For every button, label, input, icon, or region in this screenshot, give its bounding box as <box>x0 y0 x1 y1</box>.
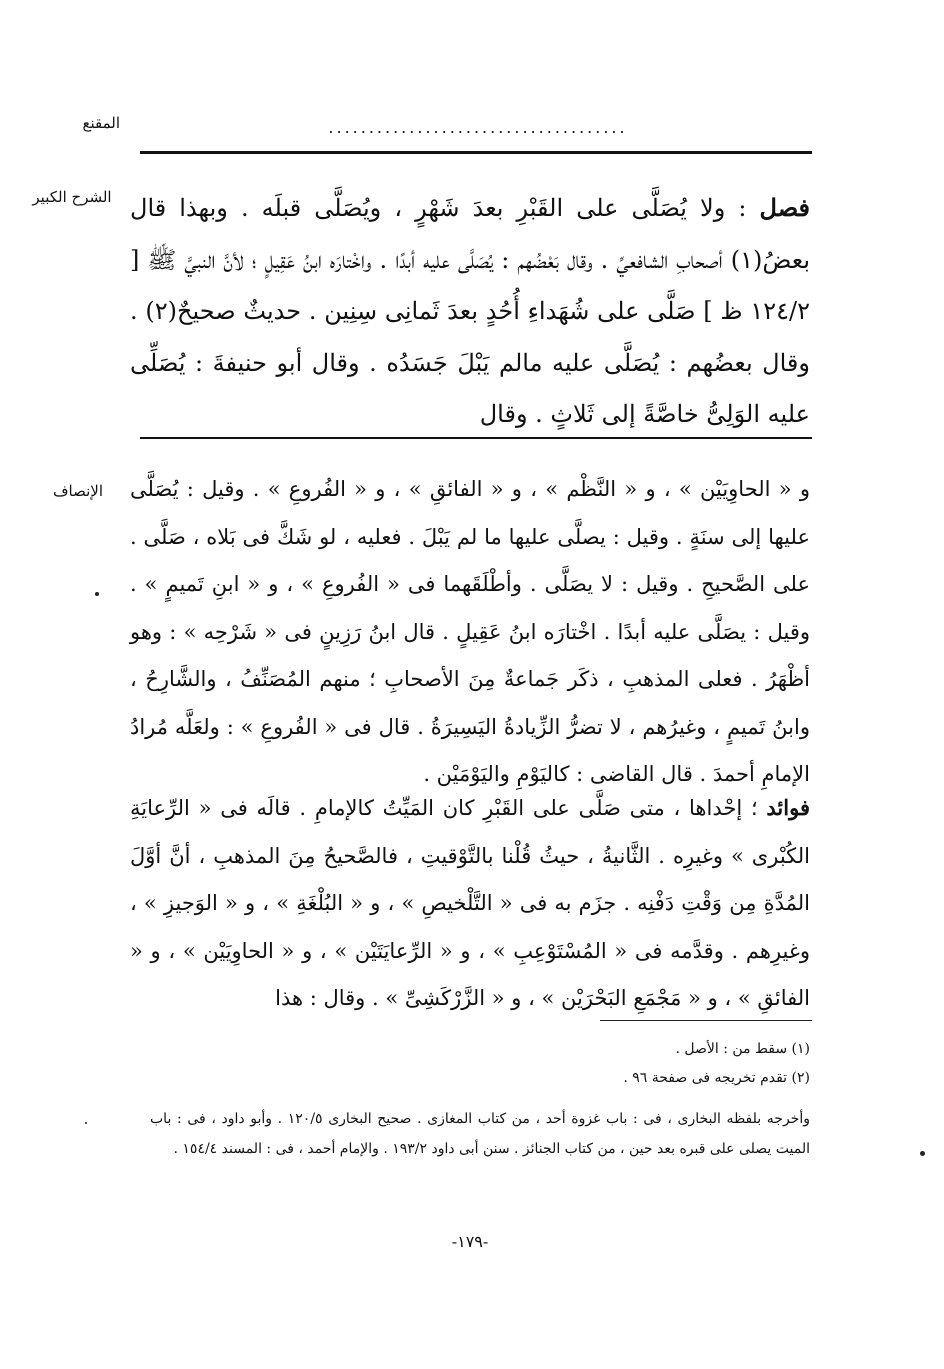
sharh-text: : ولا يُصَلَّى على القَبْرِ بعدَ شَهْرٍ ، ويُصَلَّى قبلَه . وبهذا قال بعضُ(١) أصحابِ الشافعيِّ . وقال بَعْضُهم : يُصَلَّى عليه أبدًا . واخْتارَه ابنُ عَقِيلٍ ؛ لأنَّ النبيَّ ﷺ [ ١٢٤/٢ ظ ] صَلَّى على شُهَداءِ أُحُدٍ بعدَ ثَمانِى سِنِين . حديثٌ صحيحٌ(٢) . وقال بعضُهم : يُصَلَّى عليه مالم يَبْلَ جَسَدُه . وقال أبو حنيفةَ : يُصَلِّى عليه الوَلِىُّ خاصَّةً إلى ثَلاثٍ . وقال <box>130 194 811 428</box>
insaf-paragraph: و « الحاوِيَيْن » ، و « النَّظْم » ، و « الفائقِ » ، و « الفُروعِ » . وقيل : يُصَلَّى عليها إلى سنَةٍ . وقيل : يصلَّى عليها ما لم يَبْلَ . فعليه ، لو شَكَّ فى بَلاه ، صَلَّى . على الصَّحيحِ . وقيل : لا يصَلَّى . وأطْلَقَهما فى « الفُروعِ » ، و « ابنِ تَميمٍ » . وقيل : يصَلَّى عليه أبدًا . اخْتارَه ابنُ عَقِيلٍ . قال ابنُ رَزِينٍ فى « شَرْحِه » : وهو أظْهَرُ . فعلى المذهبِ ، ذكَر جَماعةٌ مِنَ الأصحابِ ؛ منهم المُصَنِّفُ ، والشَّارِحُ ، وابنُ تَميمٍ ، وغيرُهم ، لا تضرُّ الزِّيادةُ اليَسِيرَةُ . قال فى « الفُروعِ » : ولعَلَّه مُرادُ الإمامِ أحمدَ . قال القاضى : كاليَوْمِ واليَوْمَيْن . <box>130 477 810 786</box>
header-rule <box>140 151 812 154</box>
fawaid-paragraph <box>130 784 810 1023</box>
page-number: -١٧٩- <box>451 1232 489 1251</box>
scan-speck <box>920 1151 925 1156</box>
scan-speck <box>95 592 99 596</box>
fawaid-lead-word: فوائد <box>766 795 810 820</box>
section-label-sharh: الشرح الكبير <box>32 188 112 206</box>
footnote-2-continued: وأخرجه بلفظه البخارى ، فى : باب غزوة أحد ، من كتاب المغازى . صحيح البخارى ١٢٠/٥ . وأبو داود ، فى : باب الميت يصلى على قبره بعد حين ، من كتاب الجنائز . سنن أبى داود ١٩٣/٢ . والإمام أحمد ، فى : المسند ١٥٤/٤ . <box>150 1111 810 1157</box>
sharh-paragraph <box>130 182 810 441</box>
sharh-lead-word: فصل <box>759 193 811 222</box>
scan-speck <box>85 1122 87 1124</box>
footnote-2: (٢) تقدم تخريجه فى صفحة ٩٦ . <box>623 1070 810 1086</box>
footnote-rule <box>600 1020 812 1021</box>
section-label-insaf: الإنصاف <box>52 482 104 500</box>
section-divider <box>140 437 812 439</box>
footnote-1: (١) سقط من : الأصل . <box>675 1041 810 1057</box>
fawaid-text: ؛ إحْداها ، متى صَلَّى على القَبْرِ كان المَيِّتُ كالإمامِ . قالَه فى « الرِّعايَةِ الكُبْرى » وغيرِه . الثَّانيةُ ، حيثُ قُلْنا بالتَّوْقيتِ ، فالصَّحيحُ مِنَ المذهبِ ، أنَّ أوَّلَ المُدَّةِ مِن وَقْتِ دَفْنِه . جزَم به فى « التَّلْخيصِ » ، و « البُلْغَةِ » ، و « الوَجيزِ » ، وغيرِهم . وقدَّمه فى « المُسْتَوْعِبِ » ، و « الرِّعايَتَيْن » ، و « الحاوِيَيْن » ، و « الفائقِ » ، و « مَجْمَعِ البَحْرَيْن » ، و « الزَّرْكَشِىِّ » . وقال : هذا <box>130 796 810 1010</box>
running-title: المقنع <box>82 114 120 132</box>
header-dot-leader: ..................................... <box>328 118 628 137</box>
